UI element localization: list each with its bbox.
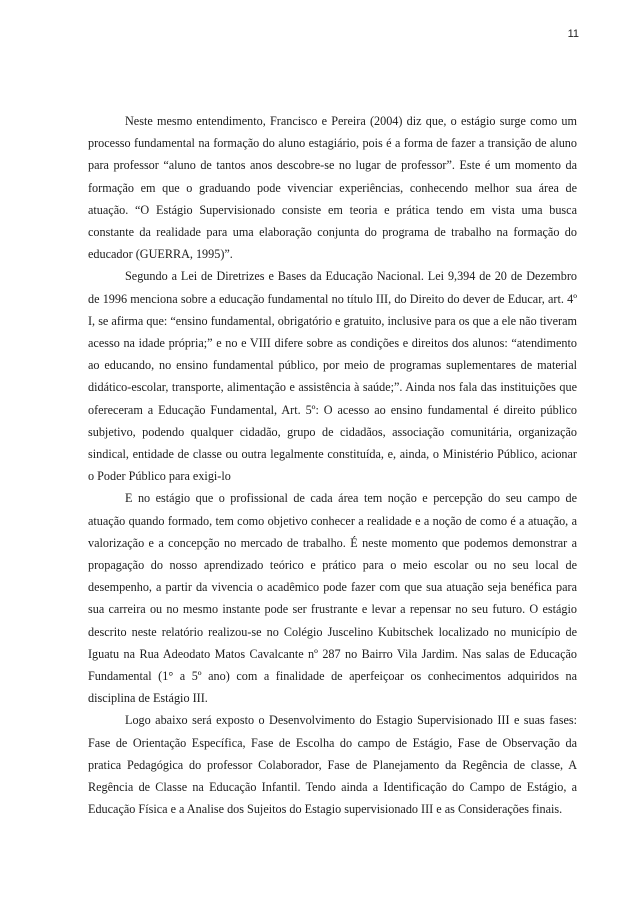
- paragraph: E no estágio que o profissional de cada área tem noção e percepção do seu campo de atuação quando formado, tem como objetivo conhecer a realidade e a noção de como é a atuação, a valorização e a concepção no mercado de trabalho. É neste momento que podemos demonstrar a propagação do nosso aprendizado teórico e prático para o meio escolar ou no seu local de desempenho, a partir da vivencia o acadêmico pode fazer com que sua atuação seja benéfica para sua carreira ou no mesmo instante pode ser frustrante e levar a repensar no seu futuro. O estágio descrito neste relatório realizou-se no Colégio Juscelino Kubitschek localizado no município de Iguatu na Rua Adeodato Matos Cavalcante nº 287 no Bairro Vila Jardim. Nas salas de Educação Fundamental (1° a 5º ano) com a finalidade de aperfeiçoar os conhecimentos adquiridos na disciplina de Estágio III.: [88, 491, 577, 706]
- page-number: 11: [567, 28, 579, 40]
- paragraph: Neste mesmo entendimento, Francisco e Pereira (2004) diz que, o estágio surge como um processo fundamental na formação do aluno estagiário, pois é a forma de fazer a transição de aluno para professor “aluno de tantos anos descobre-se no lugar de professor”. Este é um momento da formação em que o graduando pode vivenciar experiências, conhecendo melhor sua área de atuação. “O Estágio Supervisionado consiste em teoria e prática tendo em vista uma busca constante da realidade para uma elaboração conjunta do programa de trabalho na formação do educador (GUERRA, 1995)”.: [88, 114, 577, 262]
- body-text: [88, 110, 577, 821]
- paragraph: Logo abaixo será exposto o Desenvolvimento do Estagio Supervisionado III e suas fases: Fase de Orientação Específica, Fase de Escolha do campo de Estágio, Fase de Observação da pratica Pedagógica do professor Colaborador, Fase de Planejamento da Regência de classe, A Regência de Classe na Educação Infantil. Tendo ainda a Identificação do Campo de Estágio, a Educação Física e a Analise dos Sujeitos do Estagio supervisionado III e as Considerações finais.: [88, 713, 577, 817]
- paragraph: Segundo a Lei de Diretrizes e Bases da Educação Nacional. Lei 9,394 de 20 de Dezembro de 1996 menciona sobre a educação fundamental no título III, do Direito do dever de Educar, art. 4º I, se afirma que: “ensino fundamental, obrigatório e gratuito, inclusive para os que a ele não tiveram acesso na idade própria;” e no e VIII difere sobre as condições e direitos dos alunos: “atendimento ao educando, no ensino fundamental público, por meio de programas suplementares de material didático-escolar, transporte, alimentação e assistência à saúde;”. Ainda nos fala das instituições que ofereceram a Educação Fundamental, Art. 5º: O acesso ao ensino fundamental é direito público subjetivo, podendo qualquer cidadão, grupo de cidadãos, associação comunitária, organização sindical, entidade de classe ou outra legalmente constituída, e, ainda, o Ministério Público, acionar o Poder Público para exigi-lo: [88, 269, 577, 484]
